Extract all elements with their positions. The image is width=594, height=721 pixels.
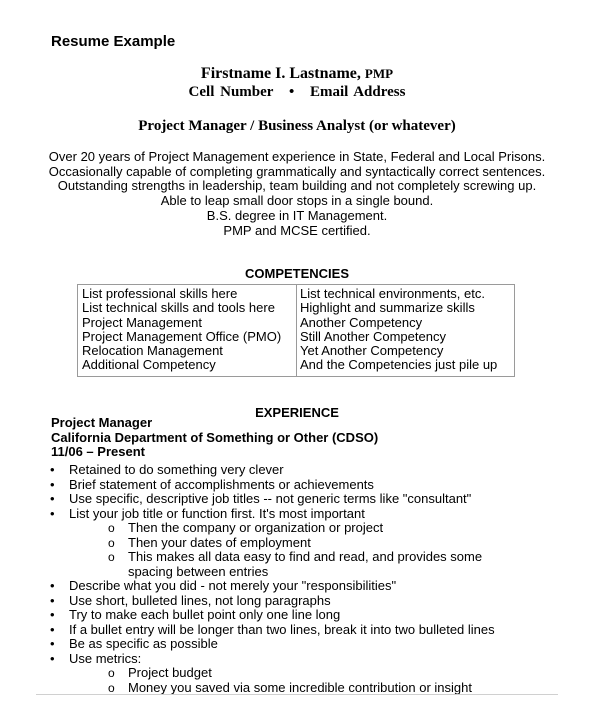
competencies-title: COMPETENCIES (244, 266, 349, 281)
experience-header (51, 416, 378, 460)
sub-bullet-marker: o (108, 535, 115, 550)
list-item: • If a bullet entry will be longer than two lines, break it into two bulleted lines (50, 621, 495, 637)
sub-list-item: o Then your dates of employment (108, 534, 311, 550)
summary-line: Outstanding strengths in leadership, team building and not completely screwing up. (57, 178, 537, 194)
contact-separator: • (288, 84, 295, 100)
bullet-marker: • (50, 650, 55, 666)
list-item: • List your job title or function first. It's most important (50, 505, 365, 521)
credential: PMP (364, 66, 394, 81)
sub-bullet-marker: o (108, 521, 115, 535)
sub-bullet-marker: o (108, 666, 115, 680)
resume-name (0, 65, 594, 83)
competency-item: Yet Another Competency (300, 343, 444, 359)
position-title: Project Manager (51, 415, 153, 430)
cell-number: Cell Number (188, 84, 274, 100)
summary-line: PMP and MCSE certified. (223, 222, 371, 238)
bullet-marker: • (50, 476, 55, 492)
list-item: • Brief statement of accomplishments or achievements (50, 476, 374, 492)
sub-list-item: o Money you saved via some incredible contribution or insight (108, 679, 472, 695)
competencies-left-column (78, 285, 297, 376)
competency-item: Another Competency (300, 314, 423, 330)
list-item: • Be as specific as possible (50, 636, 218, 651)
competency-item: Project Management Office (PMO) (82, 328, 282, 344)
sub-bullet-marker: o (108, 550, 115, 564)
list-item: • Try to make each bullet point only one line long (50, 607, 341, 622)
summary (0, 150, 594, 238)
sub-list-item: o This makes all data easy to find and read, and provides some spacing between entries (108, 549, 483, 579)
sub-list-item: o Then the company or organization or project (108, 520, 384, 535)
list-item: • Use metrics: (50, 650, 142, 666)
sub-bullet-marker: o (108, 680, 115, 695)
list-item: • Use specific, descriptive job titles -- not generic terms like "consultant" (50, 491, 472, 506)
summary-line: Occasionally capable of completing grammatically and syntactically correct sentences. (48, 163, 546, 179)
footer-divider (36, 694, 558, 695)
bullet-marker: • (50, 462, 55, 477)
bullet-marker: • (50, 578, 55, 593)
competency-item: Additional Competency (82, 357, 216, 373)
list-item: • Use short, bulleted lines, not long paragraphs (50, 592, 331, 608)
email-address: Email Address (309, 84, 406, 100)
job-title: Project Manager / Business Analyst (or whatever) (138, 118, 456, 134)
bullet-marker: • (50, 491, 55, 506)
summary-line: Able to leap small door stops in a single bound. (160, 193, 434, 209)
competency-item: List technical environments, etc. (300, 286, 485, 301)
bullet-marker: • (50, 607, 55, 622)
employer-name: California Department of Something or Other (CDSO) (51, 429, 379, 445)
employment-dates: 11/06 – Present (51, 444, 145, 459)
summary-line: B.S. degree in IT Management. (206, 207, 388, 223)
summary-line: Over 20 years of Project Management experience in State, Federal and Local Prisons. (48, 149, 546, 164)
competency-item: Still Another Competency (300, 328, 446, 344)
competencies-right-column (298, 285, 514, 376)
competency-item: And the Competencies just pile up (300, 357, 498, 373)
competency-item: List professional skills here (82, 286, 238, 301)
competency-item: List technical skills and tools here (82, 300, 275, 316)
experience-bullets (50, 463, 570, 695)
page-heading: Resume Example (51, 33, 176, 50)
bullet-marker: • (50, 621, 55, 637)
competency-item: Highlight and summarize skills (300, 300, 475, 316)
full-name: Firstname I. Lastname, (200, 65, 361, 82)
sub-list-item: o Project budget (108, 665, 212, 680)
competency-item: Relocation Management (82, 343, 223, 359)
experience-title: EXPERIENCE (255, 405, 339, 420)
bullet-marker: • (50, 592, 55, 608)
competency-item: Project Management (82, 314, 202, 330)
contact-line (0, 84, 594, 101)
list-item: • Retained to do something very clever (50, 462, 284, 477)
list-item: • Describe what you did - not merely your "responsibilities" (50, 578, 397, 593)
bullet-marker: • (50, 636, 55, 651)
competencies-table (77, 284, 515, 377)
bullet-marker: • (50, 505, 55, 521)
